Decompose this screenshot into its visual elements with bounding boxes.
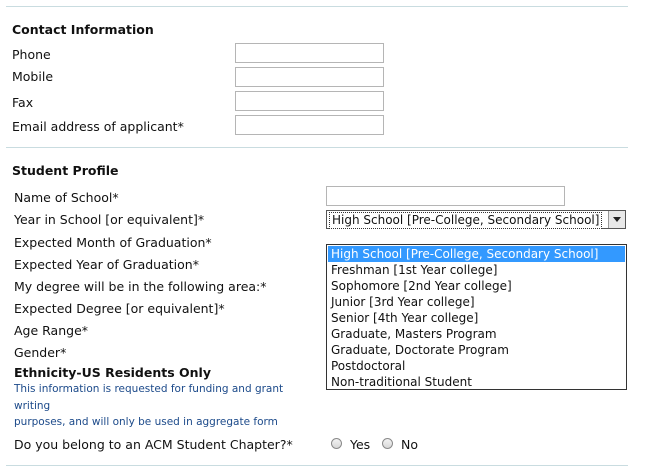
mobile-input[interactable] <box>235 67 384 87</box>
fax-input[interactable] <box>235 91 384 111</box>
phone-input[interactable] <box>235 43 384 63</box>
email-label <box>12 119 184 134</box>
year-in-school-selected-value: High School [Pre-College, Secondary School] <box>329 212 602 229</box>
chevron-down-icon <box>613 217 621 222</box>
acm-chapter-question <box>14 437 293 452</box>
age-range-label-text: Age Range <box>14 323 82 338</box>
degree-area-label-text: My degree will be in the following area: <box>14 279 261 294</box>
gender-label <box>14 345 66 360</box>
email-input[interactable] <box>235 115 384 135</box>
ethnicity-note-line-3: purposes, and will only be used in aggregate form <box>14 416 278 428</box>
required-mark: * <box>81 323 89 338</box>
required-mark: * <box>218 301 225 316</box>
dropdown-option[interactable]: Sophomore [2nd Year college] <box>331 279 512 293</box>
fax-label-text: Fax <box>12 95 34 110</box>
school-name-label <box>14 190 119 205</box>
degree-area-label <box>14 279 267 294</box>
year-in-school-label <box>14 212 204 227</box>
required-mark: * <box>205 235 212 250</box>
dropdown-option[interactable]: Non-traditional Student <box>331 375 472 389</box>
phone-label-text: Phone <box>12 47 51 62</box>
required-mark: * <box>60 345 67 360</box>
acm-no-radio[interactable] <box>382 438 393 449</box>
school-name-label-text: Name of School <box>14 190 113 205</box>
mobile-label-text: Mobile <box>12 69 54 84</box>
profile-section-title: Student Profile <box>12 163 119 178</box>
phone-label <box>12 47 51 62</box>
required-mark: * <box>192 257 199 272</box>
dropdown-option[interactable]: Postdoctoral <box>331 359 406 373</box>
acm-yes-label[interactable]: Yes <box>350 437 371 452</box>
required-mark: * <box>112 190 119 205</box>
dropdown-option[interactable]: Graduate, Masters Program <box>331 327 497 341</box>
acm-yes-radio[interactable] <box>331 438 342 449</box>
dropdown-option[interactable]: Senior [4th Year college] <box>331 311 479 325</box>
school-name-input[interactable] <box>326 186 565 206</box>
mobile-label <box>12 69 53 84</box>
contact-section-title: Contact Information <box>12 22 154 37</box>
acm-no-label[interactable]: No <box>401 437 418 452</box>
grad-year-label <box>14 257 199 272</box>
fax-label <box>12 95 33 110</box>
acm-chapter-question-text: Do you belong to an ACM Student Chapter? <box>14 437 287 452</box>
ethnicity-note-line-1: This information is requested for funding and grant <box>14 383 284 395</box>
year-in-school-select[interactable] <box>326 210 626 229</box>
grad-year-label-text: Expected Year of Graduation <box>14 257 193 272</box>
email-label-text: Email address of applicant <box>12 119 178 134</box>
dropdown-arrow-button[interactable] <box>608 211 625 228</box>
year-in-school-label-text: Year in School [or equivalent] <box>14 212 198 227</box>
top-divider <box>6 6 628 7</box>
grad-month-label-text: Expected Month of Graduation <box>14 235 206 250</box>
gender-label-text: Gender <box>14 345 61 360</box>
expected-degree-label-text: Expected Degree [or equivalent] <box>14 301 219 316</box>
age-range-label <box>14 323 88 338</box>
bottom-divider <box>6 465 628 466</box>
expected-degree-label <box>14 301 225 316</box>
dropdown-option[interactable]: Junior [3rd Year college] <box>331 295 475 309</box>
year-in-school-dropdown-list[interactable] <box>326 244 627 390</box>
required-mark: * <box>260 279 267 294</box>
required-mark: * <box>177 119 184 134</box>
required-mark: * <box>286 437 293 452</box>
dropdown-option[interactable]: Freshman [1st Year college] <box>331 263 498 277</box>
ethnicity-note-line-2: writing <box>14 400 51 412</box>
grad-month-label <box>14 235 212 250</box>
required-mark: * <box>197 212 205 227</box>
dropdown-option[interactable]: Graduate, Doctorate Program <box>331 343 509 357</box>
dropdown-option[interactable]: High School [Pre-College, Secondary School] <box>328 246 625 262</box>
ethnicity-title: Ethnicity-US Residents Only <box>14 365 211 380</box>
contact-divider <box>6 147 628 148</box>
